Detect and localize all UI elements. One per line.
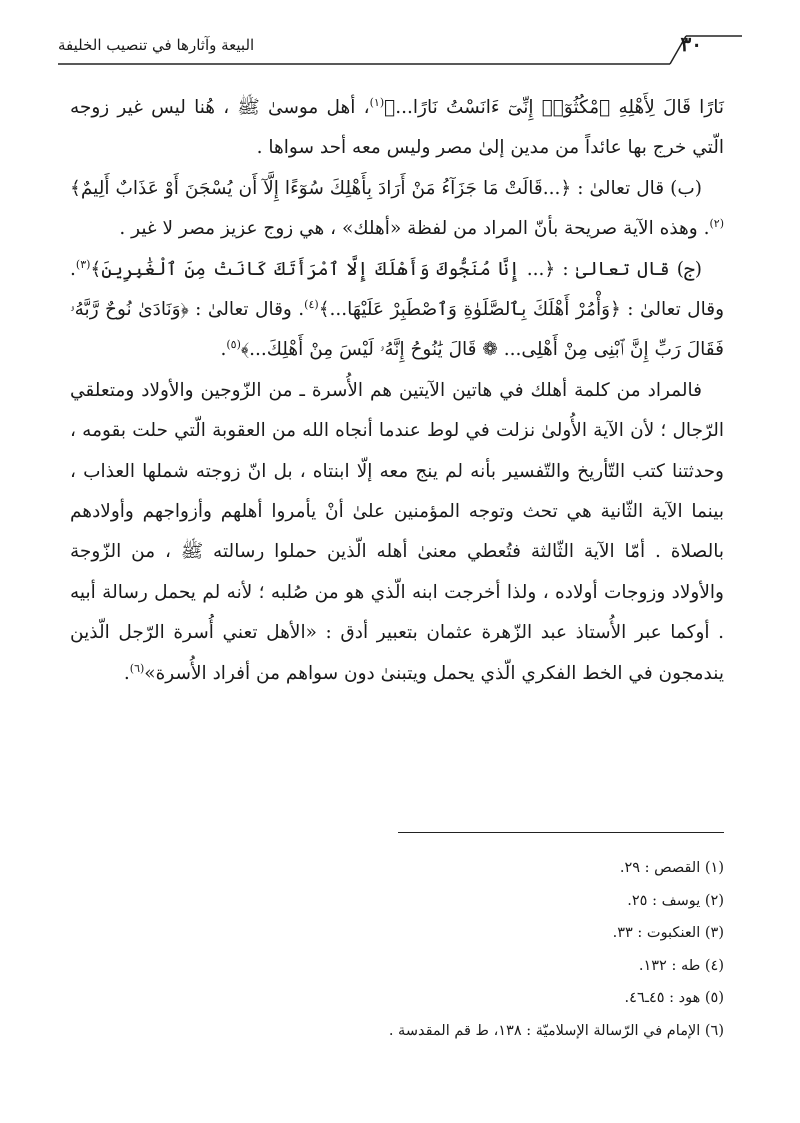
footnote-5: (٥) هود : ٤٥ـ٤٦. bbox=[624, 990, 724, 1006]
body-text bbox=[70, 88, 724, 694]
footnote-6: (٦) الإمام في الرّسالة الإسلاميّة : ١٣٨، ط قم المقدسة . bbox=[388, 1022, 724, 1039]
page-number: ٣٠ bbox=[680, 32, 702, 56]
footnote-ref: (٥) bbox=[226, 338, 241, 352]
paragraph-text: . وقال تعالىٰ : ﴿وَأْمُرْ أَهْلَكَ بِٱلصَّلَوٰةِ وَٱصْطَبِرْ عَلَيْهَا...﴾ bbox=[70, 258, 725, 321]
footnote-4: (٤) طه : ١٣٢. bbox=[638, 957, 724, 974]
paragraph-text: . وهذه الآية صريحة بأنّ المراد من لفظة «أهلك» ، هي زوج عزيز مصر لا غير . bbox=[119, 218, 710, 240]
footnote-3: (٣) العنكبوت : ٣٣. bbox=[612, 925, 724, 941]
footnote-2: (٢) يوسف : ٢٥. bbox=[627, 892, 724, 909]
page-header bbox=[58, 30, 742, 72]
paragraph-text: نَارًا قَالَ لِأَهْلِهِ ٱمْكُثُوٓا۟ إِنِّىٓ ءَانَسْتُ نَارًا...﴾ bbox=[384, 97, 724, 118]
paragraph-text: (ب) قال تعالىٰ : ﴿...قَالَتْ مَا جَزَآءُ مَنْ أَرَادَ بِأَهْلِكَ سُوٓءًا إِلَّآ أَن يُسْجَنَ أَوْ عَذَابٌ أَلِيمٌ﴾ bbox=[70, 177, 702, 199]
footnote-ref: (٤) bbox=[304, 297, 319, 311]
paragraph-text: ، أهل موسىٰ ﷺ ، هُنا ليس غير زوجه الّتي خرج بها عائداً من مدين إلىٰ مصر وليس معه أحد سواها . bbox=[70, 97, 724, 159]
paragraph-text: . bbox=[220, 339, 227, 361]
paragraph-text: . bbox=[123, 662, 130, 684]
paragraph-text: (ج) قال تعالىٰ : ﴿... إِنَّا مُنَجُّوكَ وَأَهْلَكَ إِلَّا ٱمْرَأَتَكَ كَانَتْ مِنَ ٱلْغَٰبِرِينَ﴾ bbox=[90, 258, 702, 280]
footnote-divider bbox=[398, 832, 724, 833]
paragraph-3 bbox=[70, 250, 724, 371]
running-title: البيعة وآثارها في تنصيب الخليفة bbox=[58, 36, 255, 54]
paragraph-2 bbox=[70, 169, 724, 250]
footnote-ref: (٢) bbox=[709, 217, 724, 231]
footnote-ref: (٦) bbox=[129, 661, 145, 675]
paragraph-text: . وقال تعالىٰ : ﴿وَنَادَىٰ نُوحٌ رَّبَّهُۥ فَقَالَ رَبِّ إِنَّ ٱبْنِى مِنْ أَهْلِى... ❁ قَالَ يَٰنُوحُ إِنَّهُۥ لَيْسَ مِنْ أَهْلِكَ...﴾ bbox=[70, 299, 724, 361]
footnote-1: (١) القصص : ٢٩. bbox=[619, 860, 724, 876]
paragraph-4 bbox=[70, 371, 724, 694]
footnotes bbox=[70, 852, 724, 1047]
footnote-ref: (١) bbox=[369, 95, 385, 109]
paragraph-text: فالمراد من كلمة أهلك في هاتين الآيتين هم الأُسرة ـ من الزّوجين والأولاد ومتعلقي الرّجال ؛ لأن الآية الأُولىٰ نزلت في لوط عندما أنجاه الله من العقوبة الّتي حلت بقومه ، وحدثتنا كتب التّأريخ والتّفسير بأنه لم ينج معه إلّا ابنتاه ، بل انّ زوجته شملها العذاب ، بينما الآية الثّانية هي تحث وتوجه المؤمنين علىٰ أنْ يأمروا أهلهم وأزواجهم وأولادهم بالصلاة . أمّا الآية الثّالثة فتُعطي معنىٰ أهله الّذين حملوا رسالته ﷺ ، من الزّوجة والأولاد وزوجات أولاده ، ولذا أخرجت ابنه الّذي هو من صُلبه ؛ لأنه لم يحمل رسالة أبيه . أوكما عبر الأُستاذ عبد الزّهرة عثمان بتعبير أدق : «الأهل تعني أُسرة الرّجل الّذين يندمجون في الخط الفكري الّذي يحمل ويتبنىٰ دون سواهم من أفراد الأُسرة» bbox=[70, 379, 724, 684]
footnote-ref: (٣) bbox=[75, 257, 91, 271]
paragraph-1 bbox=[70, 88, 724, 169]
